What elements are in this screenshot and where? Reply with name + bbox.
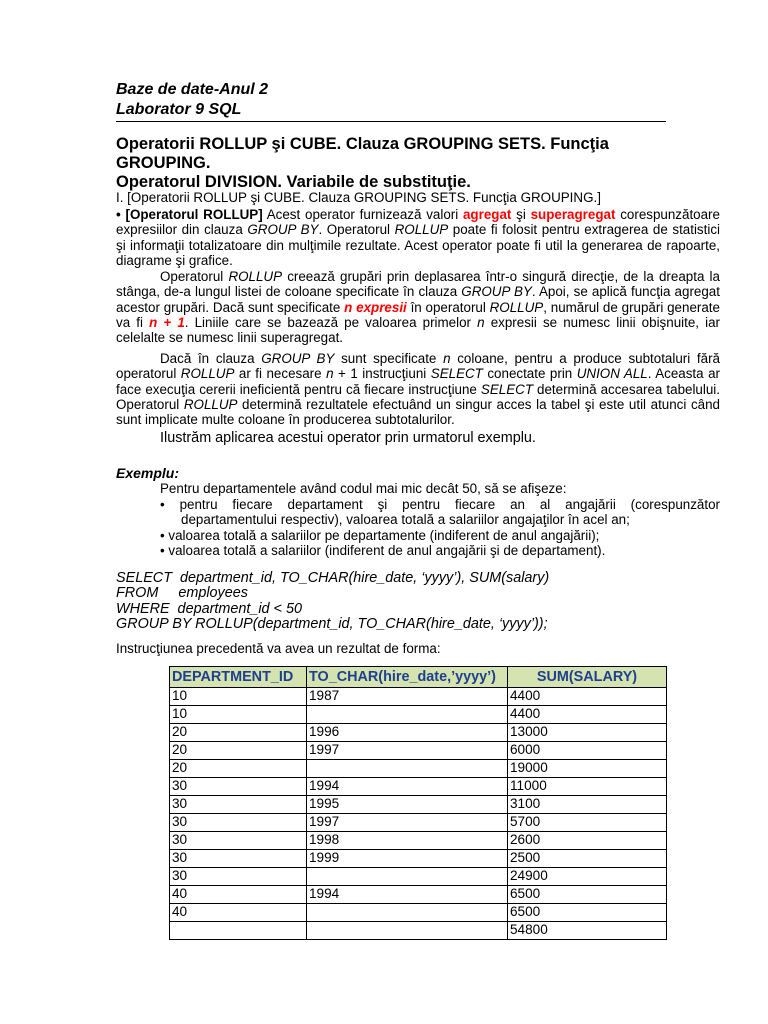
- cell-department: 30: [170, 868, 307, 886]
- paragraph-rollup-grouping: [116, 269, 720, 345]
- cell-sum: 4400: [508, 706, 667, 724]
- text-run: determină accesarea tabelului. Operatorul: [116, 381, 720, 412]
- list-item: [160, 528, 720, 543]
- section-heading: I. [Operatorii ROLLUP şi CUBE. Clauza GROUPING SETS. Funcţia GROUPING.]: [116, 190, 601, 205]
- list-item-text: • valoarea totală a salariilor pe departamente (indiferent de anul angajării);: [160, 527, 600, 543]
- cell-year: [307, 922, 508, 940]
- cell-department: 40: [170, 904, 307, 922]
- text-run: . Aceasta ar face execuţia cererii ineficientă pentru că fiecare instrucţiune: [116, 366, 720, 397]
- cell-sum: 6500: [508, 904, 667, 922]
- result-table: [169, 666, 667, 940]
- keyword-rollup: ROLLUP: [228, 269, 283, 284]
- text-run: . Operatorul: [318, 222, 395, 238]
- column-header-sum-salary: SUM(SALARY): [508, 667, 667, 688]
- sql-line: FROM employees: [116, 585, 248, 602]
- cell-sum: 6500: [508, 886, 667, 904]
- example-intro: Pentru departamentele având codul mai mic decât 50, să se afişeze:: [160, 481, 567, 496]
- cell-year: 1998: [307, 832, 508, 850]
- highlight-agregat: agregat: [462, 207, 512, 222]
- lab-title: Laborator 9 SQL: [116, 101, 242, 118]
- text-run: , numărul de grupări generate va fi: [116, 299, 720, 330]
- text-run: şi: [511, 207, 531, 222]
- sql-line: GROUP BY ROLLUP(department_id, TO_CHAR(hire_date, ‘yyyy’));: [116, 616, 548, 633]
- cell-sum: 5700: [508, 814, 667, 832]
- cell-year: [307, 706, 508, 724]
- cell-sum: 4400: [508, 688, 667, 706]
- list-item-text: • valoarea totală a salariilor (indiferent de anul angajării şi de departament).: [160, 542, 606, 558]
- keyword-group-by: GROUP BY: [261, 351, 335, 366]
- text-run: Dacă în clauza: [160, 351, 262, 366]
- table-row: [170, 778, 667, 796]
- table-row: [170, 886, 667, 904]
- keyword-group-by: GROUP BY: [461, 284, 532, 300]
- table-row: [170, 814, 667, 832]
- cell-year: 1994: [307, 886, 508, 904]
- list-item: [160, 543, 720, 558]
- list-item-text: departamentului respectiv), valoarea totală a salariilor angajaţilor în acel an;: [181, 512, 630, 528]
- text-run: . Liniile care se bazează pe valoarea primelor: [184, 314, 478, 330]
- table-header-row: [170, 667, 667, 688]
- page-title-line-2: Operatorul DIVISION. Variabile de substituţie.: [116, 173, 471, 191]
- keyword-select: SELECT: [430, 366, 483, 382]
- cell-year: [307, 760, 508, 778]
- cell-sum: 6000: [508, 742, 667, 760]
- paragraph-rollup-intro: [116, 207, 720, 268]
- table-row: [170, 868, 667, 886]
- text-run: + 1 instrucţiuni: [333, 366, 431, 382]
- header-divider: [116, 121, 666, 122]
- table-row: [170, 832, 667, 850]
- cell-sum: 3100: [508, 796, 667, 814]
- text-run: . Apoi, se aplică funcţia agregat acestor grupări. Dacă sunt specificate: [116, 284, 720, 315]
- cell-year: 1997: [307, 742, 508, 760]
- example-label: Exemplu:: [116, 465, 180, 481]
- highlight-superagregat: superagregat: [530, 207, 616, 222]
- table-row: [170, 760, 667, 778]
- course-title: Baze de date-Anul 2: [116, 81, 269, 98]
- cell-year: 1999: [307, 850, 508, 868]
- italic-n: n: [326, 366, 334, 382]
- table-row: [170, 724, 667, 742]
- page-title: [116, 135, 676, 192]
- list-item-text: • pentru fiecare departament şi pentru fiecare an al angajării (corespunzător: [160, 497, 720, 512]
- text-run: expresii se numesc linii obişnuite, iar celelalte se numesc linii superagregat.: [116, 314, 721, 346]
- table-row: [170, 850, 667, 868]
- cell-department: 20: [170, 724, 307, 742]
- keyword-group-by: GROUP BY: [247, 222, 319, 238]
- table-row: [170, 922, 667, 940]
- keyword-rollup: ROLLUP: [489, 299, 544, 315]
- highlight-n-expresii: n expresii: [344, 299, 407, 315]
- table-row: [170, 904, 667, 922]
- cell-department: 30: [170, 796, 307, 814]
- column-header-hire-year: TO_CHAR(hire_date,’yyyy’): [307, 667, 508, 688]
- text-run: coloane, pentru a produce subtotaluri fără operatorul: [116, 351, 720, 382]
- rollup-label: [Operatorul ROLLUP]: [125, 207, 263, 222]
- cell-year: 1994: [307, 778, 508, 796]
- text-run: determină rezultatele efectuând un singur acces la tabel şi este util atunci când sunt implicate multe coloane în producerea subtotalurilor.: [116, 396, 720, 428]
- cell-sum: 2500: [508, 850, 667, 868]
- cell-year: [307, 868, 508, 886]
- sql-code-block: [116, 571, 549, 633]
- cell-year: 1987: [307, 688, 508, 706]
- text-run: Operatorul: [160, 269, 229, 284]
- text-run: corespunzătoare expresiilor din clauza: [116, 207, 720, 238]
- cell-department: 30: [170, 814, 307, 832]
- cell-department: 30: [170, 832, 307, 850]
- list-item: [160, 497, 720, 528]
- text-run: ar fi necesare: [234, 366, 327, 382]
- text-run: sunt specificate: [334, 351, 444, 366]
- cell-sum: 11000: [508, 778, 667, 796]
- text-run: poate fi folosit pentru extragerea de statistici şi informaţii totalizatoare din mulţimile rezultate. Acest operator poate fi util la generarea de rapoarte, diagrame şi grafice.: [116, 222, 720, 268]
- cell-department: 10: [170, 688, 307, 706]
- table-row: [170, 742, 667, 760]
- cell-department: [170, 922, 307, 940]
- table-row: [170, 688, 667, 706]
- cell-sum: 54800: [508, 922, 667, 940]
- table-body: [170, 688, 667, 940]
- text-run: creează grupări prin deplasarea într-o singură direcţie, de la dreapta la stânga, de-a lungul listei de coloane specificate în clauza: [116, 269, 720, 300]
- table-row: [170, 706, 667, 724]
- text-run: Acest operator furnizează valori: [262, 207, 463, 222]
- cell-department: 20: [170, 760, 307, 778]
- cell-year: 1996: [307, 724, 508, 742]
- keyword-union-all: UNION ALL: [576, 366, 648, 382]
- keyword-select: SELECT: [480, 381, 533, 397]
- cell-sum: 24900: [508, 868, 667, 886]
- italic-n: n: [443, 351, 451, 366]
- cell-sum: 19000: [508, 760, 667, 778]
- text-run: conectate prin: [482, 366, 577, 382]
- cell-year: 1995: [307, 796, 508, 814]
- highlight-n-plus-1: n + 1: [149, 314, 185, 330]
- cell-sum: 2600: [508, 832, 667, 850]
- cell-department: 20: [170, 742, 307, 760]
- text-run: în operatorul: [406, 299, 490, 315]
- paragraph-illustration: Ilustrăm aplicarea acestui operator prin urmatorul exemplu.: [160, 430, 536, 446]
- cell-department: 30: [170, 850, 307, 868]
- bullet-glyph: •: [116, 207, 121, 222]
- cell-sum: 13000: [508, 724, 667, 742]
- sql-line: SELECT department_id, TO_CHAR(hire_date, ‘yyyy’), SUM(salary): [116, 570, 550, 586]
- paragraph-rollup-efficiency: [116, 351, 720, 427]
- cell-year: 1997: [307, 814, 508, 832]
- cell-department: 10: [170, 706, 307, 724]
- result-intro: Instrucţiunea precedentă va avea un rezultat de forma:: [116, 641, 441, 656]
- keyword-rollup: ROLLUP: [394, 222, 449, 238]
- table-row: [170, 796, 667, 814]
- italic-n: n: [477, 314, 485, 330]
- keyword-rollup: ROLLUP: [183, 396, 238, 412]
- example-bullet-list: [160, 497, 720, 558]
- cell-department: 40: [170, 886, 307, 904]
- sql-line: WHERE department_id < 50: [116, 600, 302, 617]
- cell-year: [307, 904, 508, 922]
- page-title-line-1: Operatorii ROLLUP şi CUBE. Clauza GROUPING SETS. Funcţia GROUPING.: [116, 135, 609, 172]
- cell-department: 30: [170, 778, 307, 796]
- keyword-rollup: ROLLUP: [180, 366, 235, 382]
- column-header-department-id: DEPARTMENT_ID: [170, 667, 307, 688]
